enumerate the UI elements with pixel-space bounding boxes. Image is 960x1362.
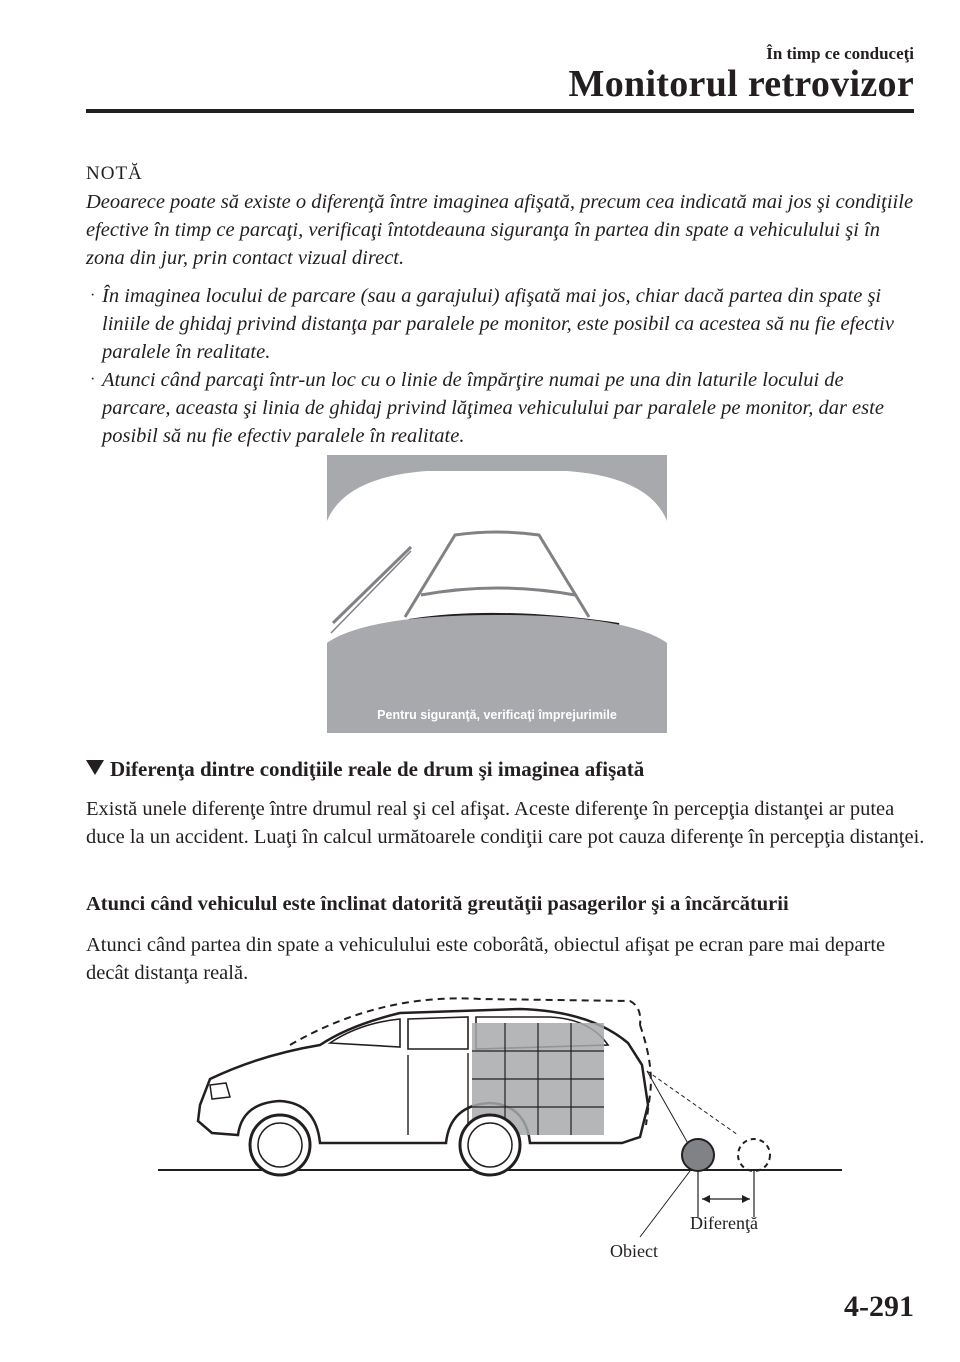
bullet-dot-icon: ·	[90, 287, 96, 304]
displayed-object	[738, 1139, 770, 1171]
sub-paragraph: Atunci când partea din spate a vehiculului este coborâtă, obiectul afişat pe ecran pare mai departe decât distanţa reală.	[86, 934, 886, 984]
note-bullet: · Atunci când parcaţi într-un loc cu o linie de împărţire numai pe una din laturile locului de parcare, aceasta şi linia de ghidaj privind lăţimea vehiculului par paralele pe monitor, dar este posibil să nu fie efectiv paralele în realitate.	[86, 366, 916, 450]
label-object: Obiect	[610, 1241, 658, 1261]
monitor-caption: Pentru siguranţă, verificaţi împrejurimile	[377, 708, 617, 722]
camera-sightline-real	[647, 1071, 690, 1147]
page-title: Monitorul retrovizor	[568, 63, 914, 105]
monitor-screen-graphic	[327, 455, 667, 733]
note-box	[86, 160, 916, 450]
vehicle-tilt-graphic	[150, 985, 850, 1275]
triangle-marker-icon	[86, 760, 104, 775]
section-paragraph: Există unele diferenţe între drumul real şi cel afişat. Aceste diferenţe în percepţia distanţei ar putea duce la un accident. Luaţi în calcul următoarele condiţii care pot cauza diferenţe în percepţia distanţei.	[86, 798, 925, 848]
rear-wheel	[460, 1115, 520, 1175]
camera-sightline-apparent	[647, 1071, 738, 1135]
front-wheel	[250, 1115, 310, 1175]
object-leader-line	[640, 1171, 690, 1237]
header-section-name: În timp ce conduceţi	[766, 44, 914, 63]
sub-heading: Atunci când vehiculul este înclinat datorită greutăţii pasagerilor şi a încărcăturii	[86, 893, 789, 915]
note-title: NOTĂ	[86, 163, 143, 184]
middle-window	[408, 1017, 468, 1049]
label-difference: Diferenţă	[690, 1213, 758, 1233]
page-number: 4-291	[844, 1290, 914, 1323]
header-rule	[86, 109, 914, 113]
note-bullet: · În imaginea locului de parcare (sau a garajului) afişată mai jos, chiar dacă partea din spate şi liniile de ghidaj privind distanţa par paralele pe monitor, este posibil ca acestea să nu fie efectiv paralele în realitate.	[86, 282, 916, 366]
rear-monitor-illustration	[327, 455, 667, 733]
bullet-dot-icon: ·	[90, 371, 96, 388]
note-bullet-list	[86, 282, 916, 450]
section-heading: Diferenţa dintre condiţiile reale de drum şi imaginea afişată	[86, 757, 644, 782]
real-object	[682, 1139, 714, 1171]
note-intro: Deoarece poate să existe o diferenţă între imaginea afişată, precum cea indicată mai jos şi condiţiile efective în timp ce parcaţi, verificaţi întotdeauna siguranţa în partea din spate a vehiculului şi în zona din jur, prin contact vizual direct.	[86, 191, 914, 269]
vehicle-tilt-diagram	[150, 985, 850, 1275]
